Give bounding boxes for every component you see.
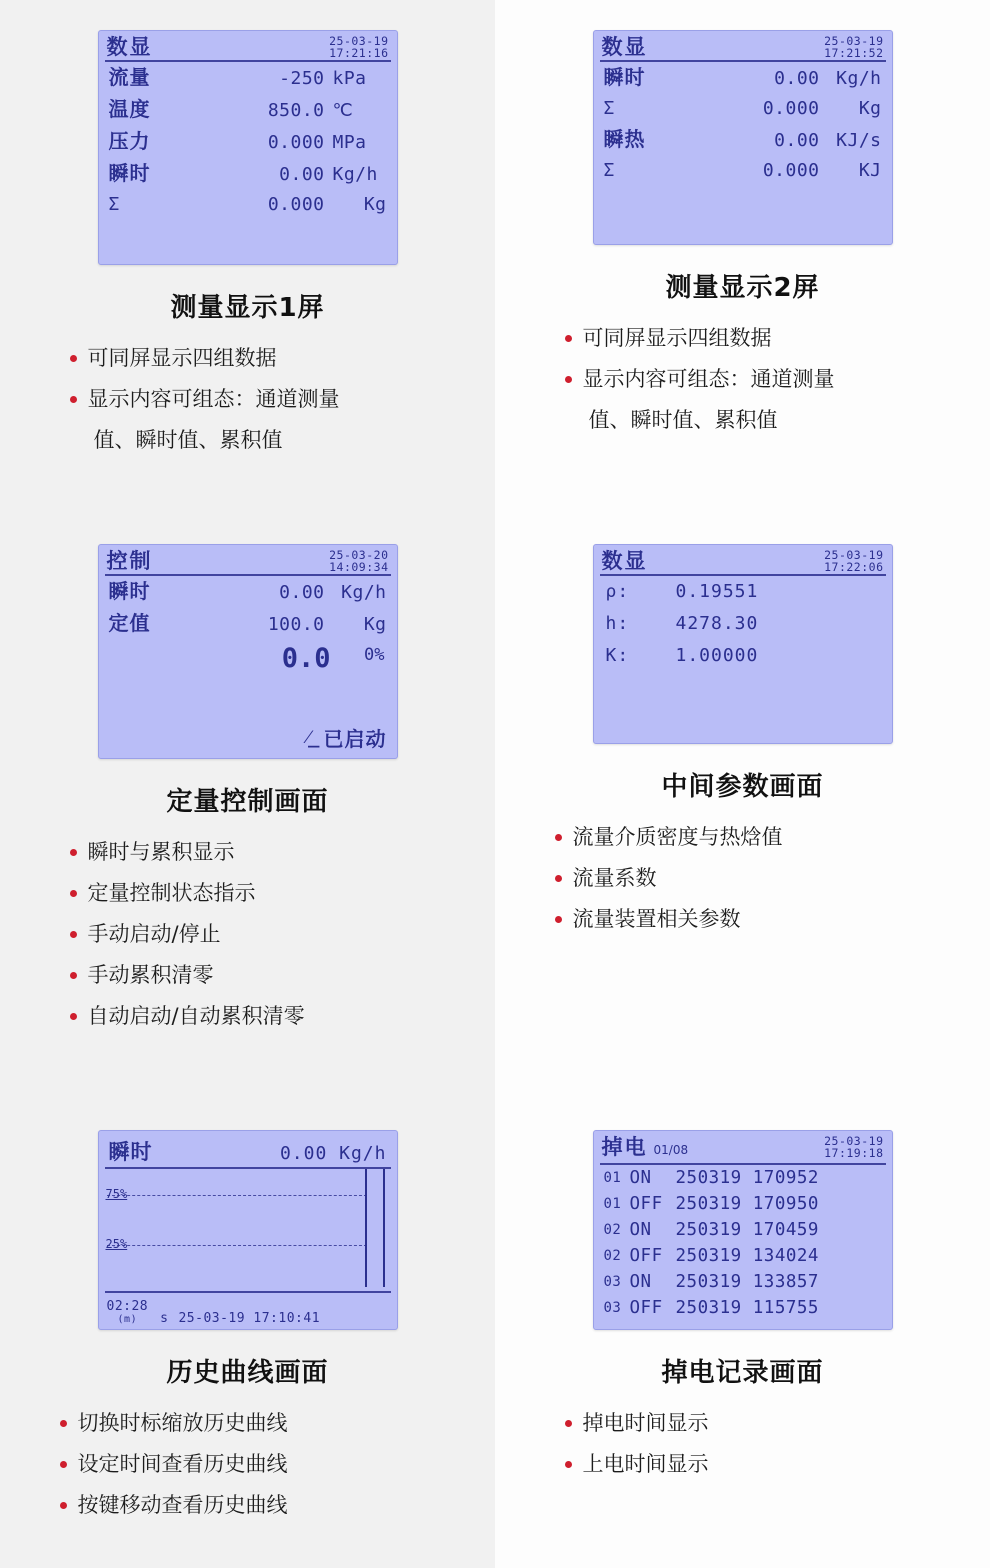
bullet-dot [565, 1461, 572, 1468]
row-unit: Kg/h [341, 582, 387, 603]
row-label: Σ [603, 98, 616, 119]
lcd-date: 25-03-19 [824, 548, 884, 562]
lcd-time: 17:21:52 [824, 46, 884, 60]
feature-list [58, 1403, 438, 1526]
panel-caption: 定量控制画面 [166, 787, 329, 817]
list-item [58, 1485, 438, 1526]
lcd-clock [824, 549, 883, 573]
row-label: Σ [603, 160, 616, 181]
row-value: 0.00 [774, 68, 820, 89]
list-item-label: 瞬时与累积显示 [87, 840, 235, 864]
log-index: 02 [603, 1248, 622, 1264]
progress-percent: 0% [364, 645, 385, 665]
divider [600, 1163, 886, 1165]
bullet-dot [60, 1502, 67, 1509]
row-unit: ℃ [332, 100, 354, 121]
lcd-row [594, 124, 892, 156]
list-item-continuation [68, 420, 428, 461]
lcd-clock [329, 35, 388, 59]
bullet-dot [60, 1420, 67, 1427]
log-timestamp: 250319 170950 [675, 1194, 819, 1214]
lcd-time: 17:21:16 [329, 46, 389, 60]
list-item [68, 996, 428, 1037]
list-item [553, 899, 933, 940]
log-timestamp: 250319 134024 [675, 1246, 819, 1266]
cursor-line-b[interactable] [383, 1169, 385, 1287]
lcd-header [594, 31, 892, 59]
row-value: 0.00 [774, 130, 820, 151]
lcd-header [594, 1131, 892, 1162]
log-state: ON [629, 1168, 652, 1188]
list-item-label: 上电时间显示 [582, 1452, 709, 1476]
panel-caption: 掉电记录画面 [661, 1358, 824, 1388]
panel-caption: 测量显示2屏 [665, 273, 820, 303]
chart-timestamp: 25-03-19 17:10:41 [178, 1311, 321, 1326]
lcd-date: 25-03-19 [824, 1134, 884, 1148]
row-unit: MPa [332, 132, 367, 153]
param-row [594, 576, 892, 608]
log-index: 01 [603, 1170, 622, 1186]
chart-header [99, 1131, 397, 1166]
bullet-dot [60, 1461, 67, 1468]
status-badge [307, 723, 387, 752]
lcd-title: 数显 [106, 35, 153, 59]
table-row [594, 1243, 892, 1269]
log-index: 02 [603, 1222, 622, 1238]
list-item-label: 流量介质密度与热焓值 [572, 825, 783, 849]
list-item-label: 可同屏显示四组数据 [87, 346, 277, 370]
param-key: K: [605, 645, 630, 666]
log-state: ON [629, 1272, 652, 1292]
list-item [563, 359, 923, 400]
row-value: 0.000 [267, 194, 325, 215]
feature-list [563, 1403, 923, 1485]
lcd-clock [824, 35, 883, 59]
table-row [594, 1295, 892, 1321]
row-value: 100.0 [267, 614, 325, 635]
batch-progress-value [99, 640, 397, 676]
lcd-row [594, 94, 892, 124]
row-value: 0.00 [279, 164, 325, 185]
row-label: 压力 [108, 129, 151, 153]
list-item [563, 1403, 923, 1444]
gridline-label-25: 25% [105, 1237, 128, 1251]
list-item-label: 流量装置相关参数 [572, 907, 741, 931]
lcd-date: 25-03-19 [329, 34, 389, 48]
lcd-date: 25-03-19 [824, 34, 884, 48]
table-row [594, 1217, 892, 1243]
lcd-screen-history [98, 1130, 398, 1330]
history-plot [103, 1169, 393, 1287]
lcd-row [99, 94, 397, 126]
progress-number: 0.0 [281, 643, 331, 674]
table-row [594, 1191, 892, 1217]
lcd-screen-power-log [593, 1130, 893, 1330]
list-item-label: 按键移动查看历史曲线 [77, 1493, 288, 1517]
row-unit: KJ/s [836, 130, 882, 151]
row-label: 瞬热 [603, 127, 646, 151]
list-item-label: 值、瞬时值、累积值 [93, 428, 283, 452]
time-span-value: 02:28 [106, 1299, 149, 1314]
lcd-time: 17:22:06 [824, 560, 884, 574]
lcd-title [602, 1135, 689, 1162]
feature-list [553, 817, 933, 940]
list-item-label: 自动启动/自动累积清零 [87, 1004, 305, 1028]
row-unit: Kg [363, 614, 387, 635]
lcd-clock [824, 1135, 883, 1159]
lcd-screen-params [593, 544, 893, 744]
lcd-title-text: 掉电 [601, 1135, 648, 1159]
panel-power-log [495, 1100, 990, 1568]
lcd-screen-control [98, 544, 398, 759]
cursor-line-a[interactable] [365, 1169, 367, 1287]
row-value: -250 [279, 68, 325, 89]
log-timestamp: 250319 170459 [675, 1220, 819, 1240]
status-label: 已启动 [323, 727, 387, 751]
feature-list [68, 832, 428, 1037]
row-value: 0.000 [762, 98, 820, 119]
lcd-row [99, 158, 397, 190]
panel-intermediate-params [495, 514, 990, 1100]
lcd-row [99, 608, 397, 640]
log-state: OFF [629, 1194, 663, 1214]
list-item-continuation [563, 400, 923, 441]
row-value: 0.000 [267, 132, 325, 153]
lcd-row [99, 126, 397, 158]
lcd-row [594, 62, 892, 94]
list-item [68, 955, 428, 996]
lcd-time: 14:09:34 [329, 560, 389, 574]
list-item [58, 1403, 438, 1444]
param-value: 0.19551 [675, 581, 759, 602]
param-value: 4278.30 [675, 613, 759, 634]
lcd-time: 17:19:18 [824, 1146, 884, 1160]
bullet-dot [70, 931, 77, 938]
list-item [68, 873, 428, 914]
log-timestamp: 250319 115755 [675, 1298, 819, 1318]
bullet-dot [70, 890, 77, 897]
lcd-title: 数显 [601, 549, 648, 573]
list-item-label: 设定时间查看历史曲线 [77, 1452, 288, 1476]
panel-caption: 测量显示1屏 [170, 293, 325, 323]
divider [600, 574, 886, 576]
time-symbol: s [160, 1311, 169, 1326]
bullet-dot [70, 972, 77, 979]
time-span [107, 1300, 149, 1326]
lcd-date: 25-03-20 [329, 548, 389, 562]
lcd-row [99, 576, 397, 608]
feature-list [563, 318, 923, 441]
panel-history-curve [0, 1100, 495, 1568]
param-row [594, 608, 892, 640]
row-value: 0.00 [279, 582, 325, 603]
divider [105, 60, 391, 62]
row-label: 温度 [108, 97, 151, 121]
param-key: ρ: [605, 581, 630, 602]
bullet-dot [555, 834, 562, 841]
run-mark-icon: ⁄_ [306, 726, 318, 748]
bullet-dot [555, 875, 562, 882]
lcd-screen-measure-1 [98, 30, 398, 265]
lcd-row [594, 156, 892, 186]
row-value: 0.000 [762, 160, 820, 181]
chart-current-value: 0.00 Kg/h [279, 1143, 387, 1164]
log-state: OFF [629, 1246, 663, 1266]
list-item-label: 手动启动/停止 [87, 922, 221, 946]
lcd-header [99, 545, 397, 573]
list-item [68, 379, 428, 420]
log-index: 01 [603, 1196, 622, 1212]
row-value: 850.0 [267, 100, 325, 121]
panel-measure-screen-2 [495, 0, 990, 514]
list-item [563, 318, 923, 359]
row-unit: Kg/h [836, 68, 882, 89]
log-index: 03 [603, 1274, 622, 1290]
lcd-row [99, 62, 397, 94]
list-item [563, 1444, 923, 1485]
gridline-75 [107, 1195, 367, 1196]
list-item-label: 手动累积清零 [87, 963, 214, 987]
panel-measure-screen-1 [0, 0, 495, 514]
bullet-dot [70, 849, 77, 856]
list-item-label: 值、瞬时值、累积值 [588, 408, 778, 432]
list-item-label: 定量控制状态指示 [87, 881, 256, 905]
table-row [594, 1269, 892, 1295]
list-item [68, 338, 428, 379]
chart-footer [99, 1300, 397, 1326]
log-state: ON [629, 1220, 652, 1240]
log-timestamp: 250319 133857 [675, 1272, 819, 1292]
gridline-label-75: 75% [105, 1187, 128, 1201]
list-item-label: 切换时标缩放历史曲线 [77, 1411, 288, 1435]
list-item [68, 914, 428, 955]
row-unit: Kg/h [332, 164, 378, 185]
list-item-label: 显示内容可组态：通道测量 [87, 387, 340, 411]
bullet-dot [70, 355, 77, 362]
log-state: OFF [629, 1298, 663, 1318]
param-row [594, 640, 892, 672]
lcd-title: 控制 [106, 549, 153, 573]
bullet-dot [70, 396, 77, 403]
page-indicator: 01/08 [653, 1143, 689, 1157]
row-unit: kPa [332, 68, 367, 89]
list-item [553, 817, 933, 858]
lcd-header [594, 545, 892, 573]
list-item-label: 显示内容可组态：通道测量 [582, 367, 835, 391]
param-key: h: [605, 613, 630, 634]
panel-caption: 中间参数画面 [661, 772, 824, 802]
time-span-unit: (m) [117, 1314, 138, 1325]
row-label: 瞬时 [108, 161, 151, 185]
list-item-label: 流量系数 [572, 866, 657, 890]
row-label: 流量 [108, 65, 151, 89]
chart-title: 瞬时 [108, 1140, 153, 1164]
list-item [58, 1444, 438, 1485]
list-item [68, 832, 428, 873]
row-label: 瞬时 [108, 579, 151, 603]
lcd-title: 数显 [601, 35, 648, 59]
param-value: 1.00000 [675, 645, 759, 666]
bullet-dot [565, 335, 572, 342]
lcd-row [99, 190, 397, 220]
bullet-dot [555, 916, 562, 923]
lcd-screen-measure-2 [593, 30, 893, 245]
panel-caption: 历史曲线画面 [166, 1358, 329, 1388]
row-label: 瞬时 [603, 65, 646, 89]
bullet-dot [70, 1013, 77, 1020]
gridline-25 [107, 1245, 367, 1246]
feature-list [68, 338, 428, 461]
row-label: Σ [108, 194, 121, 215]
bullet-dot [565, 1420, 572, 1427]
row-unit: Kg [858, 98, 882, 119]
divider [105, 574, 391, 576]
bullet-dot [565, 376, 572, 383]
panel-batch-control [0, 514, 495, 1100]
lcd-clock [329, 549, 388, 573]
list-item-label: 可同屏显示四组数据 [582, 326, 772, 350]
lcd-header [99, 31, 397, 59]
list-item-label: 掉电时间显示 [582, 1411, 709, 1435]
row-unit: Kg [363, 194, 387, 215]
log-timestamp: 250319 170952 [675, 1168, 819, 1188]
row-unit: KJ [858, 160, 882, 181]
log-index: 03 [603, 1300, 622, 1316]
row-label: 定值 [108, 611, 151, 635]
divider [600, 60, 886, 62]
table-row [594, 1165, 892, 1191]
list-item [553, 858, 933, 899]
divider [105, 1291, 391, 1293]
